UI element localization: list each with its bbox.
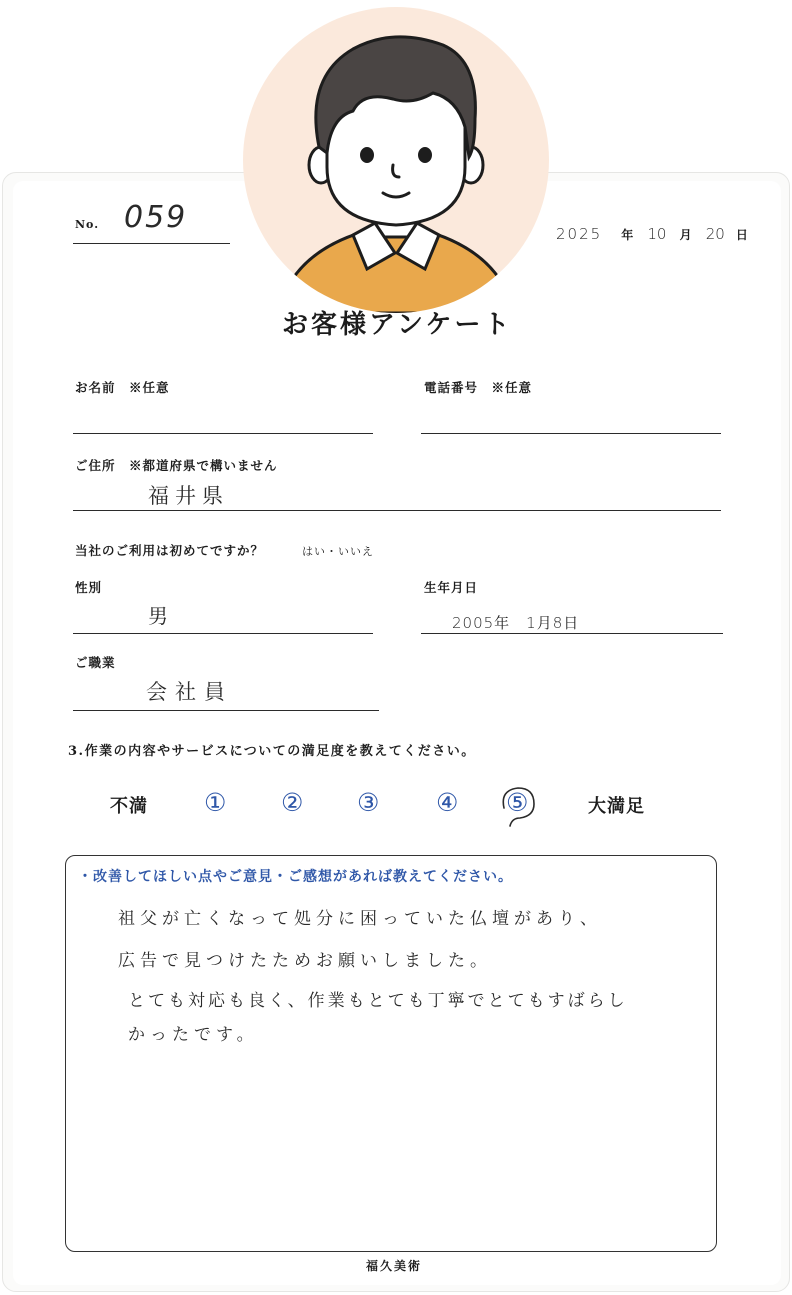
- scale-option-4[interactable]: ④: [436, 788, 459, 817]
- scale-option-3[interactable]: ③: [357, 788, 380, 817]
- comment-prompt: ・改善してほしい点やご意見・ご感想があれば教えてください。: [78, 869, 513, 885]
- date-month-unit: 月: [679, 228, 693, 242]
- gender-label: 性別: [75, 580, 103, 595]
- name-field: [73, 433, 373, 434]
- gender-field: [73, 633, 373, 634]
- first-use-options: はい・いいえ: [302, 545, 374, 558]
- phone-label: 電話番号 ※任意: [424, 380, 533, 395]
- number-value: 059: [124, 200, 188, 235]
- date-day-unit: 日: [735, 228, 749, 242]
- scale-low-label: 不満: [110, 796, 148, 817]
- birthday-label: 生年月日: [424, 580, 479, 595]
- occupation-label: ご職業: [75, 655, 116, 670]
- comment-line-3: とても対応も良く、作業もとても丁寧でとてもすばらし: [128, 991, 628, 1011]
- name-label: お名前 ※任意: [75, 380, 170, 395]
- footer-company: 福久美術: [366, 1259, 423, 1273]
- comment-line-1: 祖父が亡くなって処分に困っていた仏壇があり、: [118, 909, 602, 929]
- scale-option-1[interactable]: ①: [204, 788, 227, 817]
- date: [556, 224, 749, 243]
- selection-mark-icon: [496, 782, 540, 830]
- date-year-unit: 年: [621, 228, 635, 242]
- scale-option-5[interactable]: ⑤: [506, 788, 529, 817]
- phone-field: [421, 433, 721, 434]
- birthday-field: [421, 633, 723, 634]
- date-year: 2025: [556, 225, 603, 243]
- page-title: お客様アンケート: [282, 310, 513, 340]
- birthday-value: 2005年 1月8日: [452, 614, 580, 632]
- scale-high-label: 大満足: [588, 796, 645, 817]
- date-day: 20: [705, 225, 725, 243]
- comment-line-4: かったです。: [128, 1025, 259, 1045]
- comment-line-2: 広告で見つけたためお願いしました。: [118, 951, 492, 971]
- gender-value: 男: [148, 604, 168, 628]
- first-use-label: 当社のご利用は初めてですか？: [75, 543, 265, 558]
- occupation-value: 会社員: [146, 680, 233, 704]
- occupation-field: [73, 710, 379, 711]
- address-value: 福井県: [148, 484, 229, 508]
- address-field: [73, 510, 721, 511]
- number-underline: [73, 243, 230, 244]
- customer-avatar-icon: [243, 7, 549, 313]
- address-label: ご住所 ※都道府県で構いません: [75, 458, 278, 473]
- scale-option-2[interactable]: ②: [281, 788, 304, 817]
- date-month: 10: [647, 225, 667, 243]
- number-label: No.: [75, 218, 100, 231]
- comment-box: [65, 855, 717, 1252]
- satisfaction-question: 3.作業の内容やサービスについての満足度を教えてください。: [68, 744, 476, 759]
